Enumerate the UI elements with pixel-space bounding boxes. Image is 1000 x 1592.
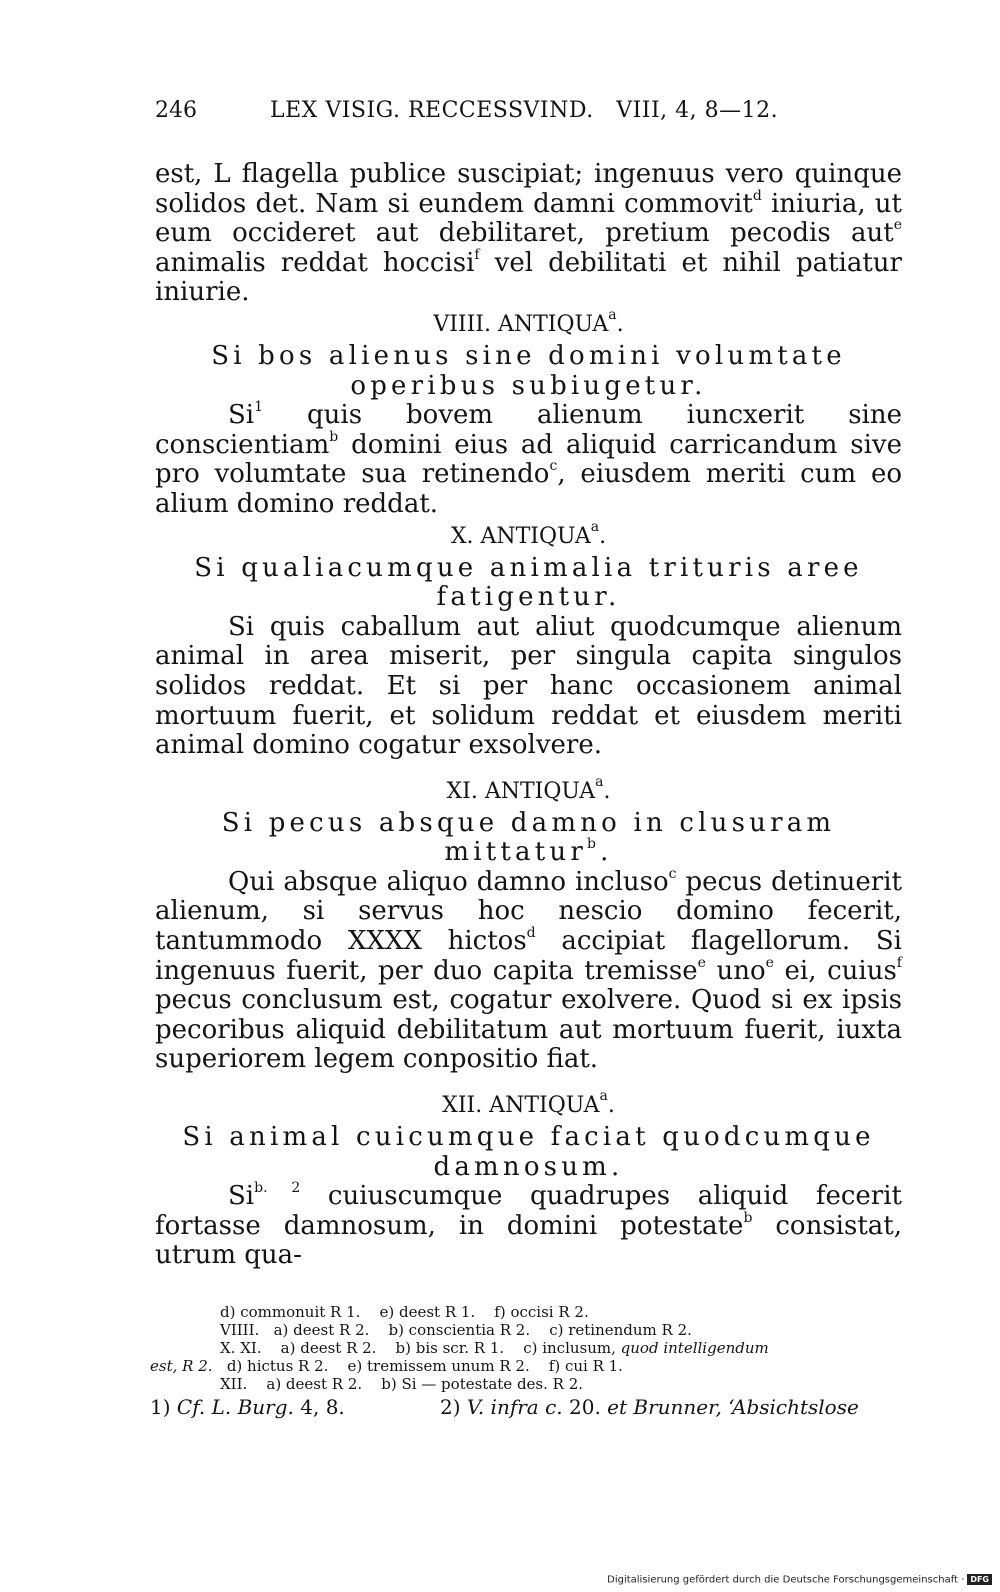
section-heading-12: XII. ANTIQUA$^a$. xyxy=(442,1088,615,1119)
apparatus-line: XII. a) deest R 2. b) Si — potestate des. R 2. xyxy=(220,1375,584,1393)
apparatus-line: X. XI. a) deest R 2. b) bis scr. R 1. c) inclusum, quod intelligendum xyxy=(220,1339,769,1357)
section-title-12: Si animal cuicumque faciat quodcumque damnosum. xyxy=(182,1122,875,1182)
footnote-2: 2) V. infra c. 20. et Brunner, ‘Absichtslose xyxy=(440,1395,859,1419)
running-title: LEX VISIG. RECCESSVIND. VIII, 4, 8—12. xyxy=(270,98,779,123)
main-text xyxy=(155,160,902,1271)
section-heading-10: X. ANTIQUA$^a$. xyxy=(450,518,607,549)
section-text-9: Si$^1$ quis bovem alienum iuncxerit sine conscientiam$^b$ domini eius ad aliquid carricandum sive pro volumtate sua retinendo$^c$, eiusdem meriti cum eo alium domino reddat. xyxy=(155,399,902,519)
dfg-logo: DFG xyxy=(967,1574,992,1585)
section-text-10: Si quis caballum aut aliut quodcumque alienum animal in area miserit, per singula capita singulos solidos reddat. Et si per hanc occasionem animal mortuum fuerit, et solidum reddat et eiusdem meriti animal domino cogatur exsolvere. xyxy=(155,611,902,761)
apparatus-line: d) commonuit R 1. e) deest R 1. f) occisi R 2. xyxy=(220,1303,589,1321)
footnote-1: 1) Cf. L. Burg. 4, 8. xyxy=(150,1395,345,1419)
critical-apparatus xyxy=(150,1303,902,1393)
section-text-12: $Si^{b. 2}$ cuiuscumque quadrupes aliquid fecerit fortasse damnosum, in domini potestate$^b$ consistat, utrum qua- xyxy=(155,1180,902,1271)
section-heading-9: VIIII. ANTIQUA$^a$. xyxy=(433,306,624,337)
section-title-11: Si pecus absque damno in clusuram mittatur$^b$. xyxy=(221,807,836,868)
page-number: 246 xyxy=(155,98,197,123)
digitization-credit: Digitalisierung gefördert durch die Deutsche Forschungsgemeinschaft · DFG xyxy=(607,1574,992,1586)
apparatus-line: VIIII. a) deest R 2. b) conscientia R 2. c) retinendum R 2. xyxy=(220,1321,692,1339)
section-heading-11: XI. ANTIQUA$^a$. xyxy=(446,773,611,804)
footnotes xyxy=(150,1395,902,1419)
apparatus-line: est, R 2. d) hictus R 2. e) tremissem unum R 2. f) cui R 1. xyxy=(150,1357,623,1375)
section-title-9: Si bos alienus sine domini volumtate operibus subiugetur. xyxy=(211,340,846,401)
paragraph-continuation: est, L flagella publice suscipiat; ingenuus vero quinque solidos det. Nam si eundem damni commovit$^d$ iniuria, ut eum occideret aut debilitaret, pretium pecodis aut$^e$ animalis reddat hoccisi$^f$ vel debilitati et nihil patiatur iniurie. xyxy=(155,159,902,308)
section-text-11: Qui absque aliquo damno incluso$^c$ pecus detinuerit alienum, si servus hoc nescio domino fecerit, tantummodo XXXX hictos$^d$ accipiat flagellorum. Si ingenuus fuerit, per duo capita tremisse$^e$ uno$^e$ ei, cuius$^f$ pecus conclusum est, cogatur exolvere. Quod si ex ipsis pecoribus aliquid debilitatum aut mortuum fuerit, iuxta superiorem legem conpositio fiat. xyxy=(155,865,902,1075)
section-title-10: Si qualiacumque animalia trituris aree fatigentur. xyxy=(194,552,863,613)
